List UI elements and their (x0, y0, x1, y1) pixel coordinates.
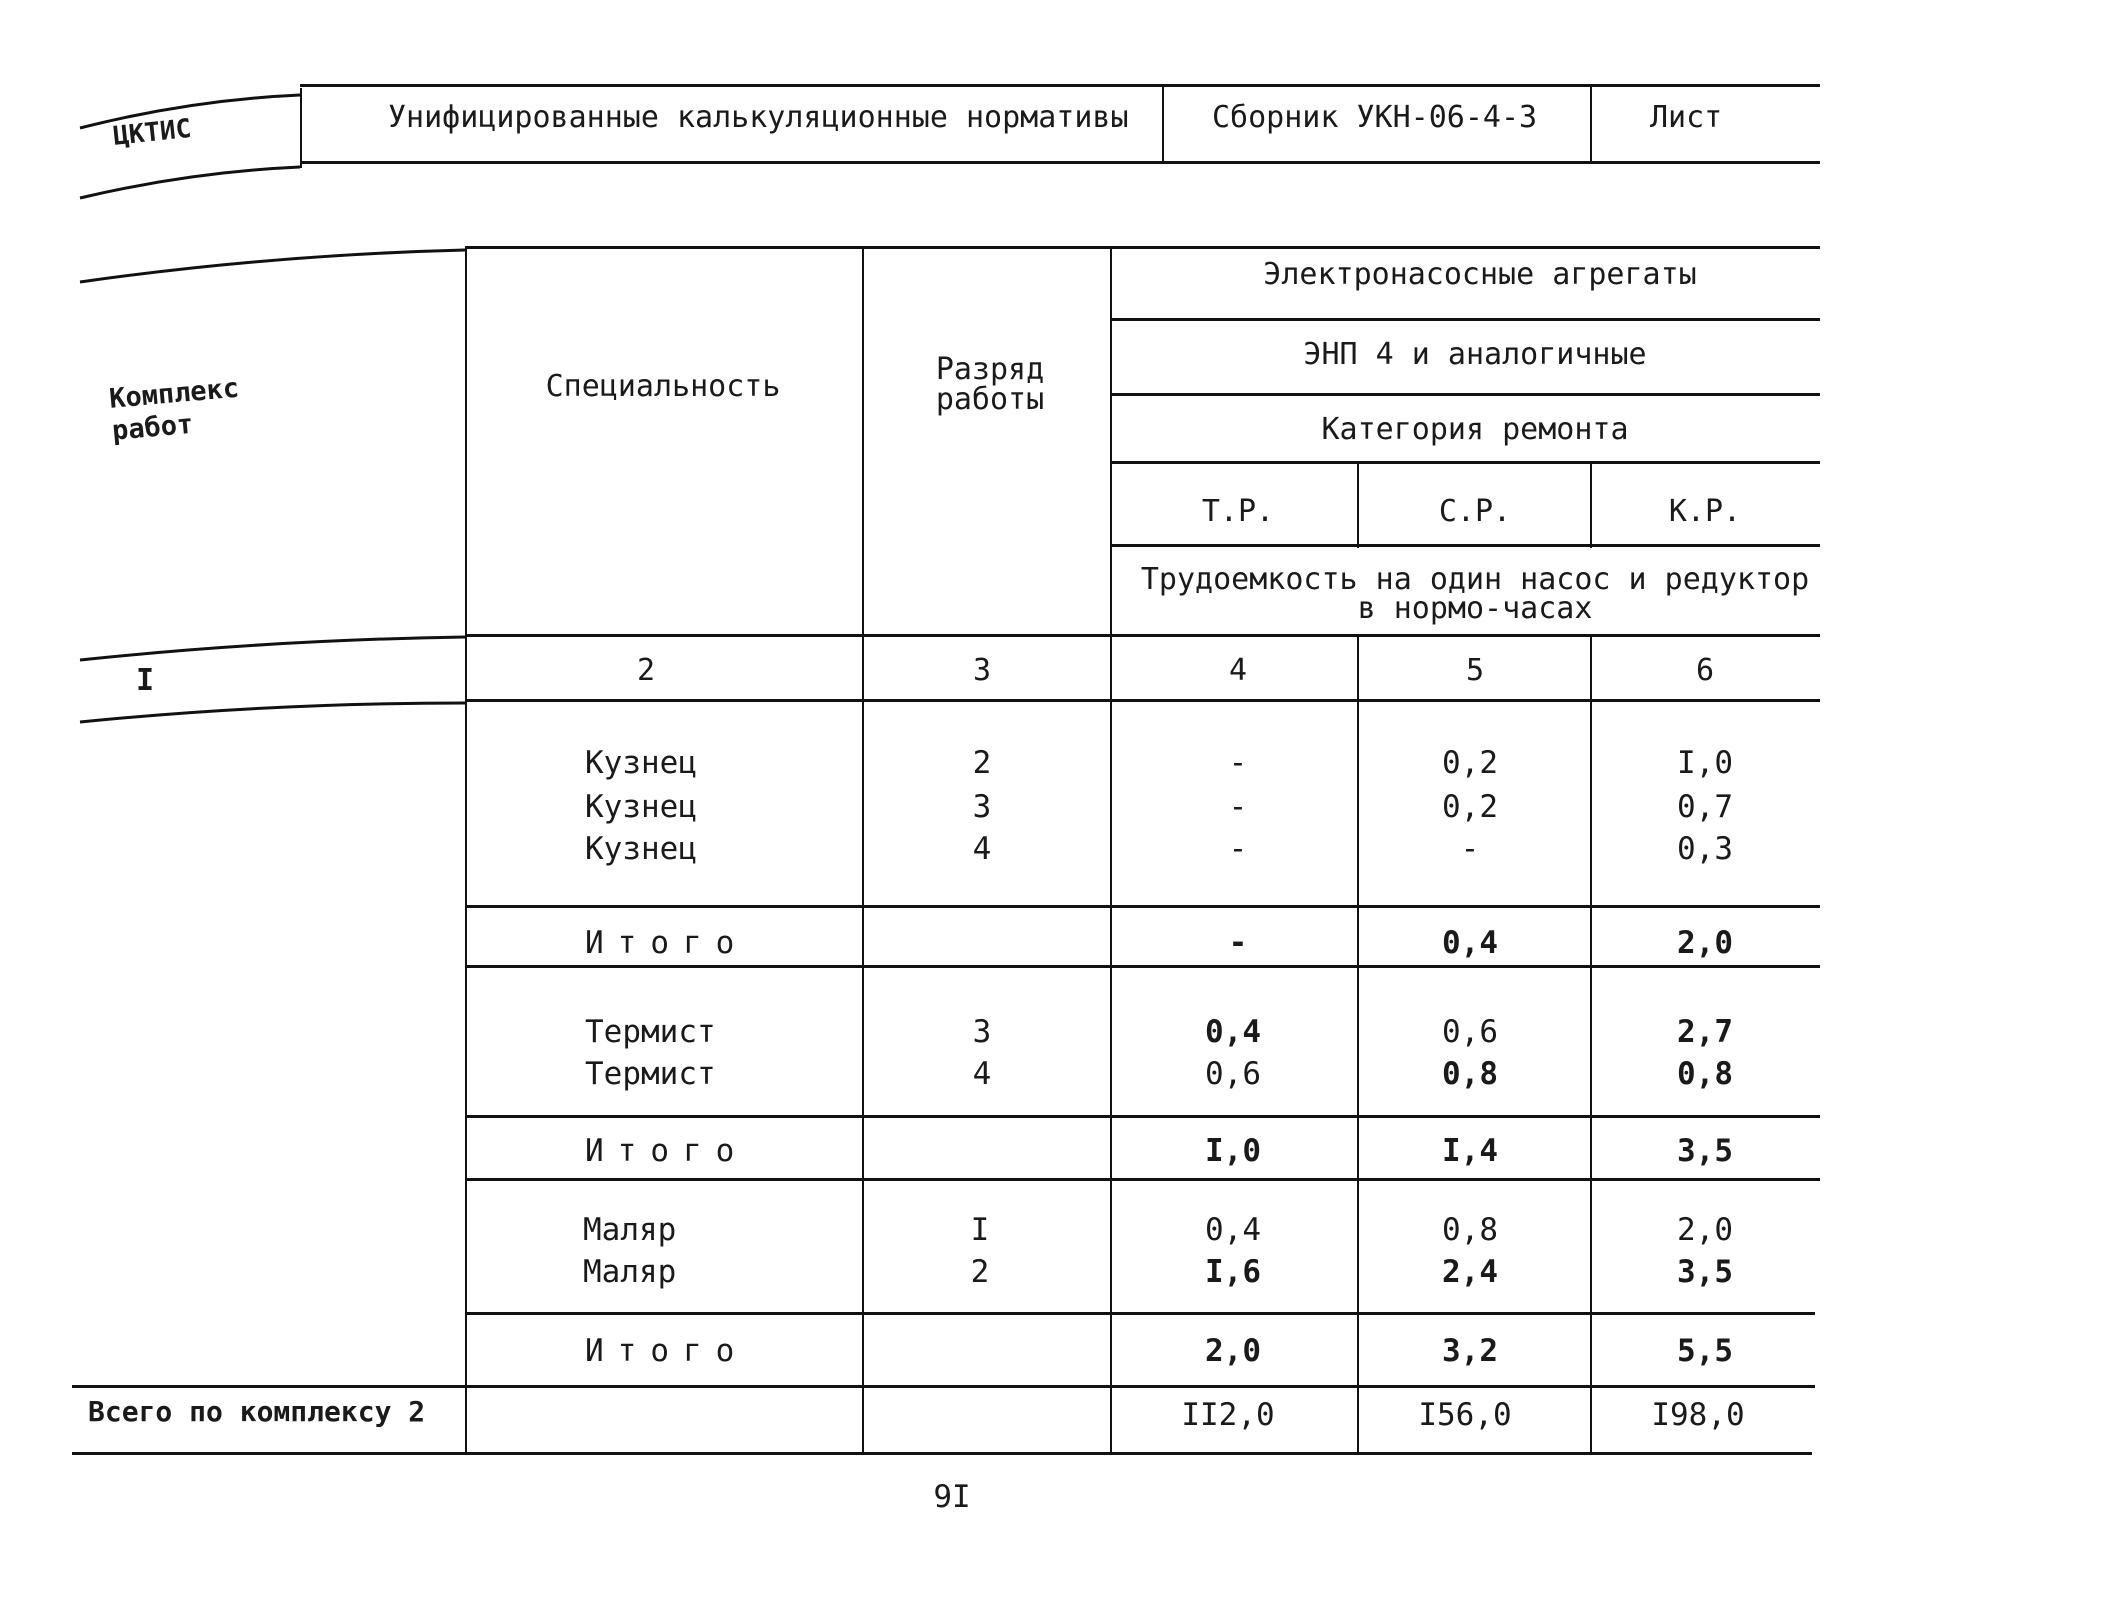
sr-cell: I56,0 (1418, 1397, 1512, 1433)
kr-cell: 2,7 (1677, 1014, 1733, 1050)
tr-cell: II2,0 (1181, 1397, 1275, 1433)
specialty-cell: Кузнец (585, 745, 697, 781)
total-top-rule (72, 1385, 1815, 1388)
sr-cell: 0,6 (1442, 1014, 1498, 1050)
table-top-rule (465, 246, 1820, 249)
column-divider (465, 246, 467, 1454)
grade-cell: 2 (970, 1254, 990, 1290)
header-divider (300, 88, 302, 168)
header-top-rule (300, 84, 1820, 87)
labor-unit-header: в нормо-часах (1357, 591, 1593, 626)
labor-header: Трудоемкость на один насос и редуктор (1140, 562, 1810, 597)
sr-cell: 0,4 (1442, 925, 1498, 961)
sr-cell: I,4 (1442, 1133, 1498, 1169)
sr-cell: 0,2 (1442, 745, 1498, 781)
tr-cell: 0,6 (1205, 1056, 1261, 1092)
tr-cell: I,0 (1205, 1133, 1261, 1169)
sr-cell: 0,8 (1442, 1056, 1498, 1092)
grade-cell: I (970, 1212, 990, 1248)
tr-cell: 0,4 (1205, 1014, 1261, 1050)
sr-cell: 0,2 (1442, 789, 1498, 825)
kr-cell: 2,0 (1677, 925, 1733, 961)
kr-cell: 0,8 (1677, 1056, 1733, 1092)
group-rule (465, 1312, 1815, 1315)
sr-cell: 3,2 (1442, 1333, 1498, 1369)
table-bottom-rule (72, 1452, 1812, 1455)
category-header: Категория ремонта (1321, 412, 1629, 447)
kr-column-header: К.Р. (1668, 494, 1742, 529)
specialty-cell: Термист (585, 1014, 716, 1050)
grade-cell: 3 (972, 1014, 992, 1050)
column-divider (1110, 246, 1112, 1454)
document-title: Унифицированные калькуляционные нормативы (388, 100, 1129, 135)
sr-cell: 2,4 (1442, 1254, 1498, 1290)
table-rule (1110, 544, 1820, 547)
kr-cell: 5,5 (1677, 1333, 1733, 1369)
subtotal-label: Итого (585, 1133, 749, 1169)
group-rule (465, 1178, 1820, 1181)
table-rule (1110, 393, 1820, 396)
model-header: ЭНП 4 и аналогичные (1303, 337, 1647, 372)
sr-cell: - (1460, 831, 1480, 867)
complex-column-header: Комплекс работ (108, 372, 241, 447)
group-header: Электронасосные агрегаты (1263, 257, 1697, 292)
sr-column-header: С.Р. (1438, 494, 1512, 529)
table-rule (1110, 461, 1820, 464)
specialty-cell: Маляр (583, 1254, 677, 1290)
group-rule (465, 905, 1820, 908)
tr-cell: - (1228, 831, 1248, 867)
tr-cell: - (1228, 789, 1248, 825)
kr-cell: 2,0 (1677, 1212, 1733, 1248)
kr-cell: I98,0 (1651, 1397, 1745, 1433)
specialty-cell: Термист (585, 1056, 716, 1092)
header-bottom-rule (300, 161, 1820, 164)
kr-cell: 0,3 (1677, 831, 1733, 867)
specialty-cell: Кузнец (585, 831, 697, 867)
subtotal-label: Итого (585, 1333, 749, 1369)
column-divider (862, 246, 864, 1454)
column-divider (1357, 634, 1359, 1454)
specialty-cell: Маляр (583, 1212, 677, 1248)
table-rule (1110, 318, 1820, 321)
tr-cell: 0,4 (1205, 1212, 1261, 1248)
tr-cell: 2,0 (1205, 1333, 1261, 1369)
tr-column-header: Т.Р. (1201, 494, 1275, 529)
page-number: 9I (933, 1479, 971, 1515)
org-name: ЦКТИС (111, 113, 193, 152)
tr-cell: - (1228, 925, 1248, 961)
column-divider (1357, 461, 1359, 548)
kr-cell: 0,7 (1677, 789, 1733, 825)
grand-total-label: Всего по комплексу 2 (88, 1395, 426, 1428)
group-rule (465, 965, 1820, 968)
grade-column-header: Разряд работы (935, 352, 1045, 417)
kr-cell: I,0 (1677, 745, 1733, 781)
tr-cell: I,6 (1205, 1254, 1261, 1290)
header-divider (1590, 84, 1592, 162)
group-rule (465, 1115, 1820, 1118)
header-bottom-rule (465, 634, 1820, 637)
column-numbers-rule (465, 699, 1820, 702)
sr-cell: 0,8 (1442, 1212, 1498, 1248)
grade-cell: 2 (972, 745, 992, 781)
sheet-label: Лист (1650, 100, 1723, 135)
column-divider (1590, 461, 1592, 548)
kr-cell: 3,5 (1677, 1133, 1733, 1169)
grade-cell: 4 (972, 1056, 992, 1092)
column-number: I (135, 663, 155, 698)
collection-code: Сборник УКН-06-4-3 (1212, 100, 1538, 135)
specialty-cell: Кузнец (585, 789, 697, 825)
column-number: 4 (1228, 653, 1248, 688)
column-number: 6 (1695, 653, 1715, 688)
tr-cell: - (1228, 745, 1248, 781)
column-number: 5 (1465, 653, 1485, 688)
specialty-column-header: Специальность (545, 369, 781, 404)
column-number: 2 (636, 653, 656, 688)
header-divider (1162, 84, 1164, 162)
column-divider (1590, 634, 1592, 1454)
kr-cell: 3,5 (1677, 1254, 1733, 1290)
grade-cell: 4 (972, 831, 992, 867)
column-number: 3 (972, 653, 992, 688)
grade-cell: 3 (972, 789, 992, 825)
subtotal-label: Итого (585, 925, 749, 961)
